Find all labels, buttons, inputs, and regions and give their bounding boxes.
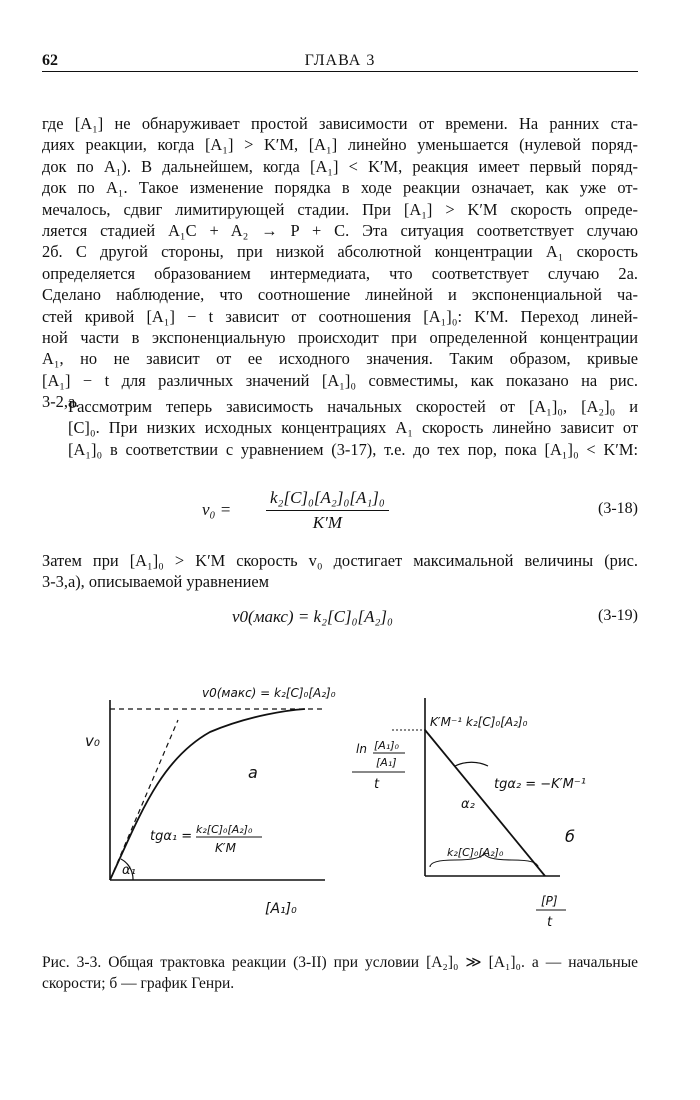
chapter-title: ГЛАВА 3 [304, 52, 376, 69]
paragraph-1 [42, 113, 638, 413]
panel-letter: б [565, 827, 575, 846]
intercept-label: K′M⁻¹ k₂[C]₀[A₂]₀ [430, 715, 528, 729]
panel-letter: a [248, 763, 258, 782]
text-line: 2б. С другой стороны, при низкой абсолютной концентрации A₁ скорость [42, 242, 638, 262]
figure-caption [42, 952, 638, 994]
angle-label: α₂ [461, 797, 475, 812]
text-line: Сделано наблюдение, что соотношение линейной и экспоненциальной ча- [42, 285, 638, 305]
header-rule [42, 71, 638, 72]
text-line: док по A₁). В дальнейшем, когда [A₁] < K′M, реакция имеет первый поряд- [42, 156, 638, 176]
text-line: ной части в экспоненциальную происходит при определенной концентрации [42, 328, 638, 348]
slope-label: tgα₂ = −K′M⁻¹ [494, 777, 586, 792]
x-intercept-label: k₂[C]₀[A₂]₀ [447, 846, 504, 859]
caption-line: Рис. 3-3. Общая трактовка реакции (3-II) при условии [A₂]₀ ≫ [A₁]₀. a — начальные [42, 954, 638, 971]
y-label-numerator: [A₁]₀ [374, 739, 399, 752]
page-header [42, 52, 638, 74]
text-line: стей кривой [A₁] − t зависит от соотношения [A₁]₀: K′M. Переход линей- [42, 306, 638, 326]
equation-number: (3-18) [598, 500, 638, 517]
text-line: 3-2,a. [42, 392, 80, 412]
angle-label: α₁ [122, 863, 136, 878]
paragraph-2 [42, 396, 638, 460]
saturation-curve [110, 709, 305, 880]
y-axis-label: v₀ [85, 732, 100, 750]
text-line: [C]₀. При низких исходных концентрациях A₁ скорость линейно зависит от [68, 418, 638, 438]
panel-b [352, 698, 586, 930]
text-line: мечалось, сдвиг лимитирующей стадии. При [A₁] > K′M скорость опреде- [42, 199, 638, 219]
text-line: диях реакции, когда [A₁] > K′M, [A₁] линейно уменьшается (нулевой поряд- [42, 135, 638, 155]
slope-label-lhs: tgα₁ = [150, 829, 193, 844]
x-label-numerator: [P] [541, 894, 558, 908]
text-line: [A₁]₀ в соответствии с уравнением (3-17), т.е. до тех пор, пока [A₁]₀ < K′M: [68, 439, 638, 459]
equation-formula: v0(макс) = k₂[C]₀[A₂]₀ [232, 607, 393, 626]
x-label-denominator: t [547, 915, 553, 930]
figure-3-3 [0, 660, 700, 945]
text-line: где [A₁] не обнаруживает простой зависимости от времени. На ранних ста- [42, 114, 638, 133]
text-line: ляется стадией A₁C + A₂ → P + C. Эта ситуация соответствует случаю [42, 221, 638, 241]
plateau-label: v0(макс) = k₂[C]₀[A₂]₀ [202, 686, 336, 700]
x-axis-label: [A₁]₀ [265, 901, 297, 917]
paragraph-3 [42, 550, 638, 593]
equation-denominator: K′M [312, 513, 343, 532]
y-label-t: t [374, 777, 380, 792]
equation-number: (3-19) [598, 607, 638, 624]
y-label-denominator: [A₁] [376, 756, 397, 769]
angle-arc [455, 762, 488, 766]
equation-3-19 [42, 607, 638, 631]
equation-lhs: v₀ = [202, 500, 232, 519]
caption-line: скорости; б — график Генри. [42, 975, 235, 992]
panel-a [85, 686, 336, 917]
page-number: 62 [42, 52, 58, 69]
text-line: 3-3,a), описываемой уравнением [42, 572, 270, 592]
slope-denominator: K′M [215, 841, 236, 855]
text-line: Затем при [A₁]₀ > K′M скорость v₀ достигает максимальной величины (рис. [42, 551, 638, 570]
equation-fraction [266, 488, 389, 533]
slope-numerator: k₂[C]₀[A₂]₀ [196, 823, 253, 836]
text-line: Рассмотрим теперь зависимость начальных скоростей от [A₁]₀, [A₂]₀ и [68, 397, 638, 416]
text-line: определяется образованием интермедиата, что соответствует случаю 2a. [42, 263, 638, 283]
text-line: [A₁] − t для различных значений [A₁]₀ совместимы, как показано на рис. [42, 370, 638, 390]
text-line: A₁, но не зависит от ее исходного значения. Таким образом, кривые [42, 349, 638, 369]
text-line: док по A₁. Такое изменение порядка в ходе реакции означает, как уже от- [42, 178, 638, 198]
equation-3-18 [42, 488, 638, 538]
equation-numerator: k₂[C]₀[A₂]₀[A₁]₀ [266, 488, 389, 511]
y-label-ln: ln [356, 742, 367, 756]
